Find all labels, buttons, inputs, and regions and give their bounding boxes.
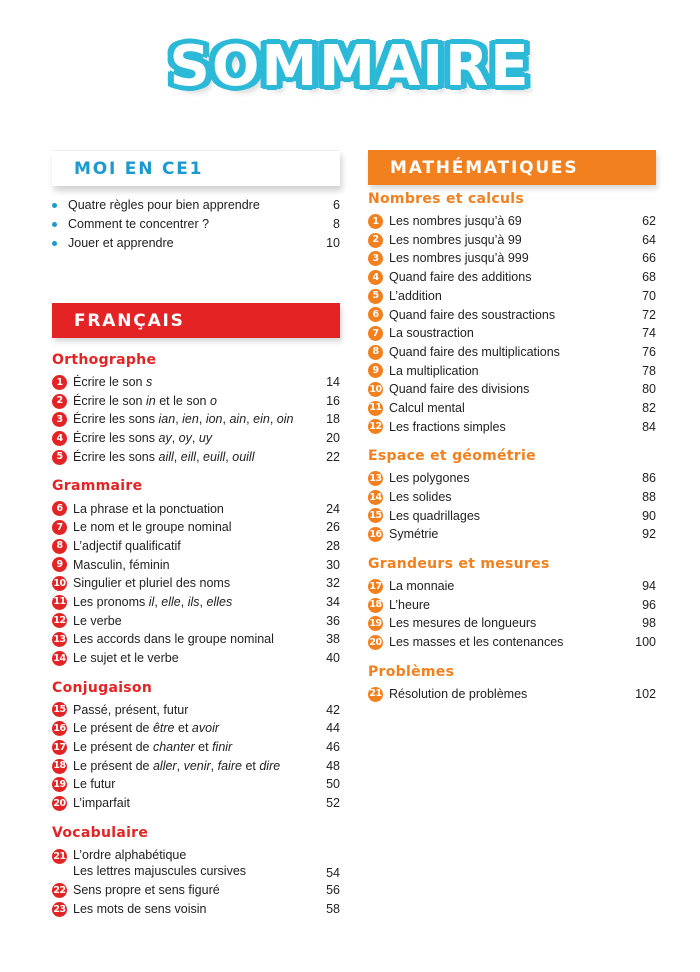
left-column <box>52 150 340 919</box>
toc-entry[interactable] <box>368 596 656 615</box>
chapter-number-badge: 10 <box>52 576 67 591</box>
toc-entry[interactable] <box>52 649 340 668</box>
item-page: 6 <box>333 198 340 213</box>
entry-page: 102 <box>635 686 656 701</box>
section-heading: Conjugaison <box>52 679 153 696</box>
bullet-icon <box>52 241 68 246</box>
item-page: 10 <box>326 236 340 251</box>
mathematiques-banner: MATHÉMATIQUES <box>368 150 656 185</box>
entry-label: Quand faire des multiplications <box>389 344 560 359</box>
entry-page: 42 <box>326 702 340 717</box>
toc-entry[interactable] <box>368 305 656 324</box>
section-heading: Grandeurs et mesures <box>368 556 550 572</box>
item-label: Quatre règles pour bien apprendre <box>68 198 260 213</box>
section-heading: Problèmes <box>368 663 455 680</box>
toc-entry[interactable] <box>52 846 340 882</box>
chapter-number-badge: 20 <box>368 635 383 650</box>
entry-label: Les polygones <box>389 471 470 486</box>
toc-entry[interactable] <box>52 757 340 776</box>
entry-label: Résolution de problèmes <box>389 686 528 701</box>
entry-page: 32 <box>326 576 340 591</box>
toc-entry[interactable] <box>368 577 656 596</box>
entry-label: Les quadrillages <box>389 508 481 523</box>
entry-page: 88 <box>642 490 656 505</box>
toc-entry[interactable] <box>368 685 656 704</box>
chapter-number-badge: 9 <box>368 363 383 378</box>
chapter-number-badge: 14 <box>52 651 67 666</box>
chapter-number-badge: 6 <box>52 501 67 516</box>
entry-page: 22 <box>326 449 340 464</box>
entry-label: Le présent de aller, venir, faire et dire <box>73 758 281 773</box>
moi-list <box>52 196 340 253</box>
entry-page: 18 <box>326 412 340 427</box>
list-item[interactable] <box>52 215 340 234</box>
toc-entry[interactable] <box>368 399 656 418</box>
right-column <box>368 150 656 703</box>
entry-label: L’ordre alphabétique Les lettres majuscules cursives <box>73 847 247 878</box>
entry-page: 50 <box>326 777 340 792</box>
toc-entry[interactable] <box>52 630 340 649</box>
list-item[interactable] <box>52 234 340 253</box>
chapter-number-badge: 23 <box>52 902 67 917</box>
entry-label: Les solides <box>389 490 452 505</box>
toc-entry[interactable] <box>368 343 656 362</box>
entry-label: Le verbe <box>73 613 122 628</box>
entry-label: Quand faire des soustractions <box>389 307 556 322</box>
entry-label: Le présent de chanter et finir <box>73 740 233 755</box>
section-heading: Espace et géométrie <box>368 448 536 465</box>
entry-page: 70 <box>642 288 656 303</box>
toc-entry[interactable] <box>52 429 340 448</box>
entry-page: 26 <box>326 520 340 535</box>
entry-label: Le sujet et le verbe <box>73 651 179 666</box>
chapter-number-badge: 4 <box>368 270 383 285</box>
chapter-number-badge: 1 <box>368 214 383 229</box>
chapter-number-badge: 2 <box>52 394 67 409</box>
chapter-number-badge: 7 <box>52 520 67 535</box>
chapter-number-badge: 21 <box>368 687 383 702</box>
entry-label: Singulier et pluriel des noms <box>73 576 231 591</box>
entry-page: 34 <box>326 594 340 609</box>
entry-page: 36 <box>326 613 340 628</box>
chapter-number-badge: 21 <box>52 849 67 864</box>
toc-entry[interactable] <box>368 507 656 526</box>
entry-page: 72 <box>642 307 656 322</box>
chapter-number-badge: 18 <box>368 598 383 613</box>
entry-page: 74 <box>642 326 656 341</box>
chapter-number-badge: 1 <box>52 375 67 390</box>
entry-page: 92 <box>642 527 656 542</box>
entry-label: Les mesures de longueurs <box>389 616 537 631</box>
entry-page: 82 <box>642 400 656 415</box>
entry-page: 24 <box>326 501 340 516</box>
entry-page: 80 <box>642 382 656 397</box>
francais-sections <box>52 352 340 919</box>
chapter-number-badge: 14 <box>368 490 383 505</box>
entry-label: Le présent de être et avoir <box>73 721 220 736</box>
chapter-number-badge: 12 <box>368 419 383 434</box>
chapter-number-badge: 22 <box>52 883 67 898</box>
chapter-number-badge: 5 <box>368 289 383 304</box>
chapter-number-badge: 17 <box>52 740 67 755</box>
toc-entry[interactable] <box>52 881 340 900</box>
entry-label: Les accords dans le groupe nominal <box>73 632 274 647</box>
list-item[interactable] <box>52 196 340 215</box>
francais-banner: FRANÇAIS <box>52 303 340 338</box>
toc-entry[interactable] <box>368 212 656 231</box>
toc-entry[interactable] <box>52 410 340 429</box>
toc-entry[interactable] <box>52 738 340 757</box>
chapter-number-badge: 13 <box>368 471 383 486</box>
entry-label: Quand faire des divisions <box>389 382 530 397</box>
entry-label: Les mots de sens voisin <box>73 902 207 917</box>
entry-page: 20 <box>326 431 340 446</box>
toc-entry[interactable] <box>368 287 656 306</box>
entry-page: 64 <box>642 232 656 247</box>
chapter-number-badge: 16 <box>368 527 383 542</box>
entry-label: Les masses et les contenances <box>389 635 564 650</box>
entry-page: 68 <box>642 270 656 285</box>
page-title: SOMMAIRE <box>169 34 531 99</box>
chapter-number-badge: 10 <box>368 382 383 397</box>
entry-page: 86 <box>642 471 656 486</box>
toc-entry[interactable] <box>368 418 656 437</box>
entry-label: Les nombres jusqu’à 999 <box>389 251 529 266</box>
entry-page: 76 <box>642 344 656 359</box>
entry-label: Écrire les sons ay, oy, uy <box>73 431 213 446</box>
entry-label: Écrire les sons aill, eill, euill, ouill <box>73 449 255 464</box>
section-heading: Nombres et calculs <box>368 191 524 207</box>
item-label: Jouer et apprendre <box>68 236 174 251</box>
entry-label: Calcul mental <box>389 400 465 415</box>
entry-page: 84 <box>642 419 656 434</box>
chapter-number-badge: 13 <box>52 632 67 647</box>
entry-label: Quand faire des additions <box>389 270 532 285</box>
toc-entry[interactable] <box>368 469 656 488</box>
toc-entry[interactable] <box>52 537 340 556</box>
entry-page: 48 <box>326 758 340 773</box>
chapter-number-badge: 3 <box>368 251 383 266</box>
section-heading: Grammaire <box>52 478 143 495</box>
entry-label: L’adjectif qualificatif <box>73 538 181 553</box>
entry-page: 66 <box>642 251 656 266</box>
entry-label: L’addition <box>389 288 442 303</box>
toc-entry[interactable] <box>368 362 656 381</box>
item-label: Comment te concentrer ? <box>68 217 210 232</box>
chapter-number-badge: 12 <box>52 613 67 628</box>
entry-page: 54 <box>326 865 340 880</box>
entry-page: 96 <box>642 597 656 612</box>
chapter-number-badge: 6 <box>368 307 383 322</box>
toc-entry[interactable] <box>52 556 340 575</box>
entry-label: Écrire le son s <box>73 375 153 390</box>
toc-entry[interactable] <box>52 719 340 738</box>
entry-page: 100 <box>635 635 656 650</box>
entry-label: L’imparfait <box>73 796 130 811</box>
entry-label: Passé, présent, futur <box>73 702 189 717</box>
toc-entry[interactable] <box>52 574 340 593</box>
entry-label: La multiplication <box>389 363 479 378</box>
chapter-number-badge: 8 <box>52 539 67 554</box>
entry-page: 14 <box>326 375 340 390</box>
toc-entry[interactable] <box>368 633 656 652</box>
entry-label: Les nombres jusqu’à 99 <box>389 232 522 247</box>
chapter-number-badge: 11 <box>52 595 67 610</box>
chapter-number-badge: 4 <box>52 431 67 446</box>
moi-en-ce1-banner: MOI EN CE1 <box>52 150 340 186</box>
chapter-number-badge: 19 <box>368 616 383 631</box>
toc-entry[interactable] <box>52 794 340 813</box>
entry-page: 44 <box>326 721 340 736</box>
entry-page: 40 <box>326 651 340 666</box>
entry-label: Le nom et le groupe nominal <box>73 520 232 535</box>
toc-entry[interactable] <box>368 614 656 633</box>
entry-label: Symétrie <box>389 527 439 542</box>
chapter-number-badge: 11 <box>368 401 383 416</box>
section-heading: Orthographe <box>52 352 157 368</box>
entry-page: 46 <box>326 740 340 755</box>
entry-page: 90 <box>642 508 656 523</box>
toc-entry[interactable] <box>52 499 340 518</box>
entry-label: Écrire les sons ian, ien, ion, ain, ein, oin <box>73 412 294 427</box>
entry-page: 94 <box>642 579 656 594</box>
entry-label: Sens propre et sens figuré <box>73 883 220 898</box>
toc-entry[interactable] <box>52 373 340 392</box>
toc-entry[interactable] <box>52 448 340 467</box>
toc-entry[interactable] <box>52 701 340 720</box>
entry-page: 16 <box>326 393 340 408</box>
entry-label: La soustraction <box>389 326 474 341</box>
entry-label: Le futur <box>73 777 116 792</box>
entry-label: Les nombres jusqu’à 69 <box>389 214 522 229</box>
chapter-number-badge: 18 <box>52 759 67 774</box>
toc-entry[interactable] <box>368 324 656 343</box>
chapter-number-badge: 8 <box>368 345 383 360</box>
toc-entry[interactable] <box>368 268 656 287</box>
toc-entry[interactable] <box>368 525 656 544</box>
chapter-number-badge: 15 <box>368 508 383 523</box>
chapter-number-badge: 20 <box>52 796 67 811</box>
entry-page: 38 <box>326 632 340 647</box>
toc-entry[interactable] <box>368 231 656 250</box>
chapter-number-badge: 2 <box>368 233 383 248</box>
entry-label: Masculin, féminin <box>73 557 170 572</box>
bullet-icon <box>52 203 68 208</box>
chapter-number-badge: 19 <box>52 777 67 792</box>
chapter-number-badge: 7 <box>368 326 383 341</box>
toc-entry[interactable] <box>52 900 340 919</box>
entry-page: 28 <box>326 538 340 553</box>
entry-label: L’heure <box>389 597 431 612</box>
entry-label: La monnaie <box>389 579 455 594</box>
toc-entry[interactable] <box>52 775 340 794</box>
toc-entry[interactable] <box>368 249 656 268</box>
chapter-number-badge: 5 <box>52 450 67 465</box>
toc-entry[interactable] <box>52 518 340 537</box>
bullet-icon <box>52 222 68 227</box>
entry-page: 56 <box>326 883 340 898</box>
entry-page: 30 <box>326 557 340 572</box>
entry-page: 52 <box>326 796 340 811</box>
entry-page: 62 <box>642 214 656 229</box>
entry-page: 98 <box>642 616 656 631</box>
entry-label: Écrire le son in et le son o <box>73 393 217 408</box>
toc-entry[interactable] <box>368 380 656 399</box>
toc-entry[interactable] <box>52 612 340 631</box>
toc-entry[interactable] <box>368 488 656 507</box>
chapter-number-badge: 16 <box>52 721 67 736</box>
entry-page: 78 <box>642 363 656 378</box>
maths-sections <box>368 191 656 703</box>
entry-page: 58 <box>326 902 340 917</box>
entry-label: Les fractions simples <box>389 419 506 434</box>
item-page: 8 <box>333 217 340 232</box>
entry-label: La phrase et la ponctuation <box>73 501 224 516</box>
chapter-number-badge: 9 <box>52 557 67 572</box>
toc-entry[interactable] <box>52 392 340 411</box>
chapter-number-badge: 15 <box>52 702 67 717</box>
entry-label: Les pronoms il, elle, ils, elles <box>73 594 233 609</box>
section-heading: Vocabulaire <box>52 824 149 841</box>
chapter-number-badge: 17 <box>368 579 383 594</box>
toc-entry[interactable] <box>52 593 340 612</box>
chapter-number-badge: 3 <box>52 412 67 427</box>
